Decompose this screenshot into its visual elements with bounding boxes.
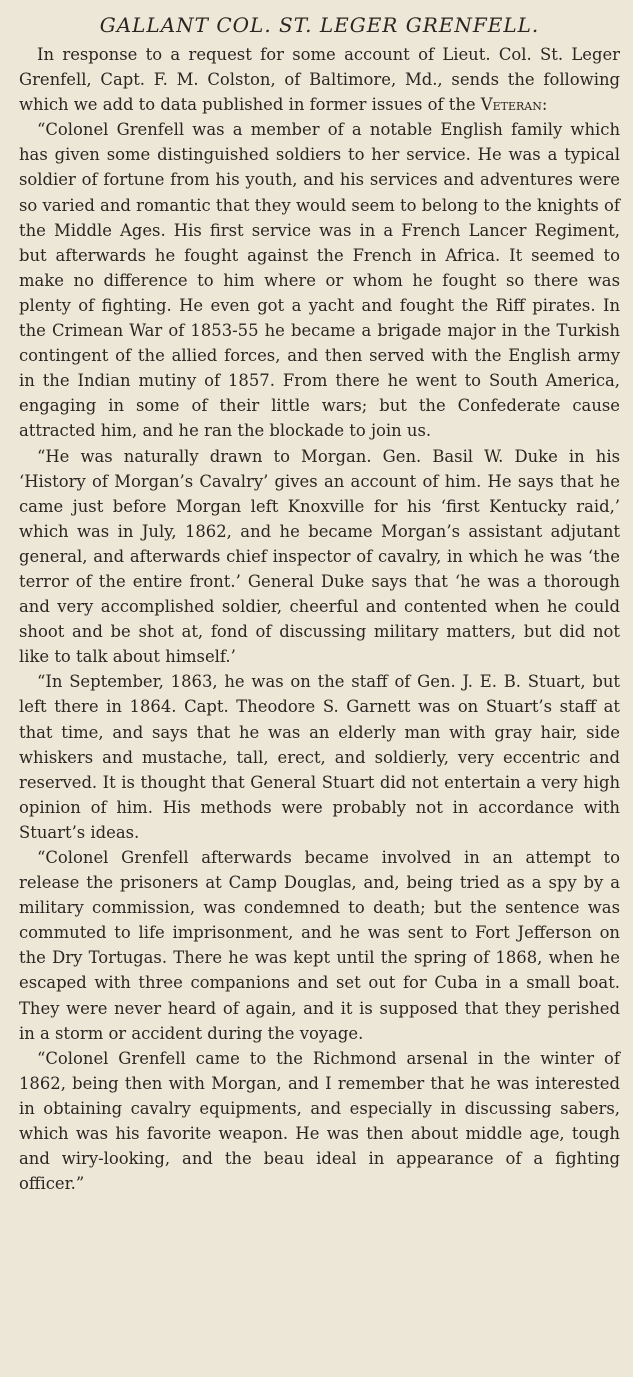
article-title: GALLANT COL. ST. LEGER GRENFELL. <box>99 13 540 37</box>
paragraph-morgan: “He was naturally drawn to Morgan. Gen. Basil W. Duke in his ‘History of Morgan’s Cavalry’ gives an account of him. He says that he came just before Morgan left Knoxville for his ‘first Kentucky raid,’ which was in July, 1862, and he became Morgan’s assistant adjutant general, and afterwards chief inspector of cavalry, in which he was ‘the terror of the entire front.’ General Duke says that ‘he was a thorough and very accomplished soldier, cheerful and contented when he could shoot and be shot at, fond of discussing military matters, but did not like to talk about himself.’ <box>19 446 620 667</box>
paragraph-camp-douglas: “Colonel Grenfell afterwards became involved in an attempt to release the prisoners at Camp Douglas, and, being tried as a spy by a military commission, was condemned to death; but the sentence was commuted to life imprisonment, and he was sent to Fort Jefferson on the Dry Tortugas. There he was kept until the spring of 1868, when he escaped with three companions and set out for Cuba in a small boat. They were never heard of again, and it is supposed that they perished in a storm or accident during the voyage. <box>19 848 620 1043</box>
paragraph-richmond: “Colonel Grenfell came to the Richmond arsenal in the winter of 1862, being then with Morgan, and I remember that he was interested in obtaining cavalry equipments, and especially in discussing sabers, which was his favorite weapon. He was then about middle age, tough and wiry-looking, and the beau ideal in appearance of a fighting officer.” <box>19 1048 620 1194</box>
paragraph-stuart: “In September, 1863, he was on the staff of Gen. J. E. B. Stuart, but left there in 1864. Capt. Theodore S. Garnett was on Stuart’s staff at that time, and says that he was an elderly man with gray hair, side whiskers and mustache, tall, erect, and soldierly, very eccentric and reserved. It is thought that General Stuart did not entertain a very high opinion of him. His methods were probably not in accordance with Stuart’s ideas. <box>19 672 620 842</box>
intro-text: In response to a request for some account of Lieut. Col. St. Leger Grenfell, Capt. F. M. Colston, of Baltimore, Md., sends the following which we add to data published in former issues of the <box>19 45 620 115</box>
paragraph-early-career: “Colonel Grenfell was a member of a notable English family which has given some distinguished soldiers to her service. He was a typical soldier of fortune from his youth, and his services and adventures were so varied and romantic that they would seem to belong to the knights of the Middle Ages. His first service was in a French Lancer Regiment, but afterwards he fought against the French in Africa. It seemed to make no difference to him where or whom he fought so there was plenty of fighting. He even got a yacht and fought the Riff pirates. In the Crimean War of 1853-55 he became a brigade major in the Turkish contingent of the allied forces, and then served with the English army in the Indian mutiny of 1857. From there he went to South America, engaging in some of their little wars; but the Confederate cause attracted him, and he ran the blockade to join us. <box>19 120 620 441</box>
intro-punctuation: : <box>541 95 548 115</box>
article-body <box>19 42 620 1196</box>
publication-name: Veteran <box>480 95 542 115</box>
intro-paragraph <box>19 42 620 117</box>
